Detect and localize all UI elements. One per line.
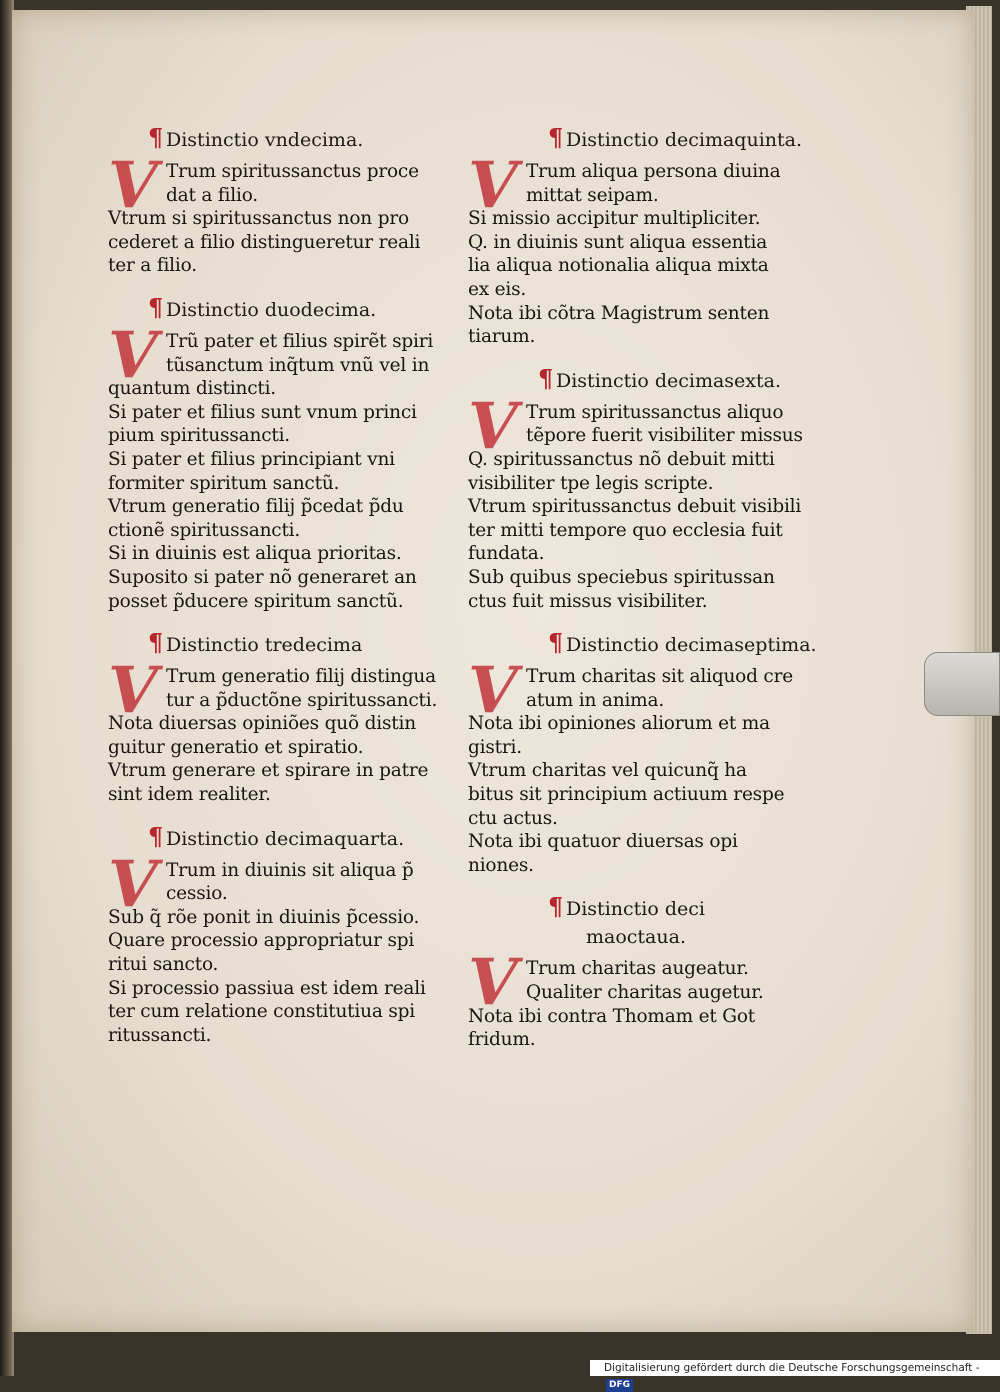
text-line: Vtrum si spiritussanctus non pro — [108, 208, 409, 230]
text-line: bitus sit principium actiuum respe — [468, 784, 785, 806]
text-line: guitur generatio et spiratio. — [108, 736, 364, 758]
pilcrow-icon: ¶ — [548, 892, 564, 922]
text-line: Trum spiritussanctus proce — [166, 161, 419, 182]
section-heading-continuation: maoctaua. — [586, 926, 686, 949]
section-heading — [468, 628, 840, 659]
text-line: quantum distincti. — [108, 378, 276, 400]
section-distinctio-14 — [108, 821, 480, 1048]
text-line: Nota ibi contra Thomam et Got — [468, 1005, 756, 1027]
section-distinctio-16 — [468, 363, 840, 613]
dfg-logo: DFG — [606, 1379, 633, 1392]
drop-cap: V — [468, 945, 518, 1021]
text-line: mittat seipam. — [526, 184, 659, 206]
section-heading — [468, 363, 840, 395]
section-body — [108, 148, 480, 278]
text-line: Q. spiritussanctus nõ debuit mitti — [468, 448, 775, 470]
text-line: Nota ibi quatuor diuersas opi — [468, 831, 738, 853]
text-line: cessio. — [166, 883, 228, 905]
text-line: Si processio passiua est idem reali — [108, 977, 426, 999]
text-line: niones. — [468, 854, 534, 876]
heading-text: Distinctio decimaseptima. — [566, 634, 817, 657]
heading-text: Distinctio decimaquarta. — [166, 827, 405, 850]
text-line: Nota ibi cõtra Magistrum senten — [468, 302, 770, 324]
text-line: Trum spiritussanctus aliquo — [526, 401, 784, 423]
section-body — [468, 653, 840, 877]
section-heading — [468, 123, 840, 154]
text-line: ter cum relatione constitutiua spi — [108, 1001, 416, 1023]
text-line: Suposito si pater nõ generaret an — [108, 566, 417, 588]
section-distinctio-11 — [108, 123, 480, 278]
text-line: Nota ibi opiniones aliorum et ma — [468, 713, 770, 735]
section-distinctio-18 — [468, 892, 840, 1051]
text-line: ex eis. — [468, 278, 527, 300]
section-heading — [108, 821, 480, 853]
text-line: Q. in diuinis sunt aliqua essentia — [468, 231, 768, 253]
section-body — [108, 317, 480, 613]
text-line: Si pater et filius principiant vni — [108, 448, 395, 470]
text-line: ctu actus. — [468, 807, 558, 829]
text-line: Sub q̃ rõe ponit in diuinis p̃cessio. — [108, 906, 420, 928]
pilcrow-icon: ¶ — [548, 123, 564, 152]
text-line: tur a p̃ductõne spiritussancti. — [166, 689, 438, 711]
text-line: gistri. — [468, 736, 522, 758]
section-distinctio-12 — [108, 292, 480, 613]
drop-cap: V — [468, 388, 518, 464]
text-line: Vtrum spiritussanctus debuit visibili — [468, 496, 802, 518]
section-distinctio-15 — [468, 123, 840, 349]
text-line: ter a filio. — [108, 255, 197, 277]
heading-text: Distinctio vndecima. — [166, 129, 364, 151]
text-line: ritussancti. — [108, 1024, 212, 1046]
section-body — [468, 945, 840, 1051]
section-heading — [468, 892, 840, 923]
text-line: visibiliter tpe legis scripte. — [468, 472, 714, 494]
text-line: atum in anima. — [526, 689, 665, 711]
text-line: Trũ pater et filius spirẽt spiri — [166, 330, 434, 352]
text-line: sint idem realiter. — [108, 784, 271, 806]
pilcrow-icon: ¶ — [148, 628, 164, 658]
text-line: lia aliqua notionalia aliqua mixta — [468, 255, 769, 277]
text-line: Nota diuersas opiniões quõ distin — [108, 713, 416, 735]
drop-cap: V — [108, 846, 158, 922]
pilcrow-icon: ¶ — [148, 292, 164, 322]
text-line: Quare processio appropriatur spi — [108, 930, 415, 952]
drop-cap: V — [468, 653, 518, 729]
pilcrow-icon: ¶ — [548, 628, 564, 658]
text-line: ter mitti tempore quo ecclesia fuit — [468, 519, 783, 541]
heading-text: Distinctio tredecima — [166, 634, 363, 657]
digitization-credit — [590, 1360, 1000, 1390]
text-line: dat a filio. — [166, 184, 258, 206]
scanner-clip — [924, 652, 1000, 716]
section-body — [468, 148, 840, 349]
credit-text: Digitalisierung gefördert durch die Deutsche Forschungsgemeinschaft - — [604, 1362, 980, 1374]
text-line: pium spiritussancti. — [108, 425, 290, 447]
text-line: tiarum. — [468, 326, 536, 348]
text-line: fundata. — [468, 543, 545, 565]
text-line: Si in diuinis est aliqua prioritas. — [108, 543, 402, 565]
text-line: ctionẽ spiritussancti. — [108, 519, 301, 541]
text-line: Sub quibus speciebus spiritussan — [468, 566, 775, 588]
text-line: Vtrum charitas vel quicunq̃ ha — [468, 760, 747, 782]
pilcrow-icon: ¶ — [148, 123, 164, 152]
text-line: Vtrum generare et spirare in patre — [108, 760, 429, 782]
text-line: cederet a filio distingueretur reali — [108, 231, 421, 253]
heading-text: Distinctio decimasexta. — [556, 369, 782, 392]
left-column — [108, 123, 480, 1065]
drop-cap: V — [108, 148, 158, 223]
text-line: ctus fuit missus visibiliter. — [468, 590, 708, 612]
text-line: Qualiter charitas augetur. — [526, 982, 764, 1004]
drop-cap: V — [108, 317, 158, 393]
section-heading — [108, 628, 480, 659]
right-column — [468, 123, 840, 1070]
section-distinctio-13 — [108, 628, 480, 807]
drop-cap: V — [108, 653, 158, 729]
text-line: Vtrum generatio filij p̃cedat p̃du — [108, 496, 404, 518]
section-heading — [108, 292, 480, 324]
section-heading — [108, 123, 480, 154]
text-line: Trum aliqua persona diuina — [526, 161, 781, 182]
text-line: Si missio accipitur multipliciter. — [468, 208, 761, 230]
section-body — [108, 846, 480, 1048]
section-body — [468, 388, 840, 613]
text-line: Trum in diuinis sit aliqua p̃ — [166, 859, 414, 881]
heading-text: Distinctio duodecima. — [166, 298, 377, 321]
text-line: Trum charitas augeatur. — [526, 958, 749, 980]
text-line: formiter spiritum sanctũ. — [108, 472, 340, 494]
text-line: posset p̃ducere spiritum sanctũ. — [108, 590, 404, 612]
heading-text: Distinctio decimaquinta. — [566, 129, 803, 151]
text-line: tũsanctum inq̃tum vnũ vel in — [166, 354, 430, 376]
text-line: tẽpore fuerit visibiliter missus — [526, 425, 803, 447]
drop-cap: V — [468, 148, 518, 223]
text-line: fridum. — [468, 1029, 536, 1051]
pilcrow-icon: ¶ — [148, 821, 164, 851]
section-body — [108, 653, 480, 807]
pilcrow-icon: ¶ — [538, 363, 554, 393]
text-line: Si pater et filius sunt vnum princi — [108, 401, 417, 423]
section-distinctio-17 — [468, 628, 840, 877]
heading-text: Distinctio deci — [566, 898, 705, 921]
text-line: ritui sancto. — [108, 954, 219, 976]
text-line: Trum charitas sit aliquod cre — [526, 666, 793, 688]
text-line: Trum generatio filij distingua — [166, 666, 436, 688]
